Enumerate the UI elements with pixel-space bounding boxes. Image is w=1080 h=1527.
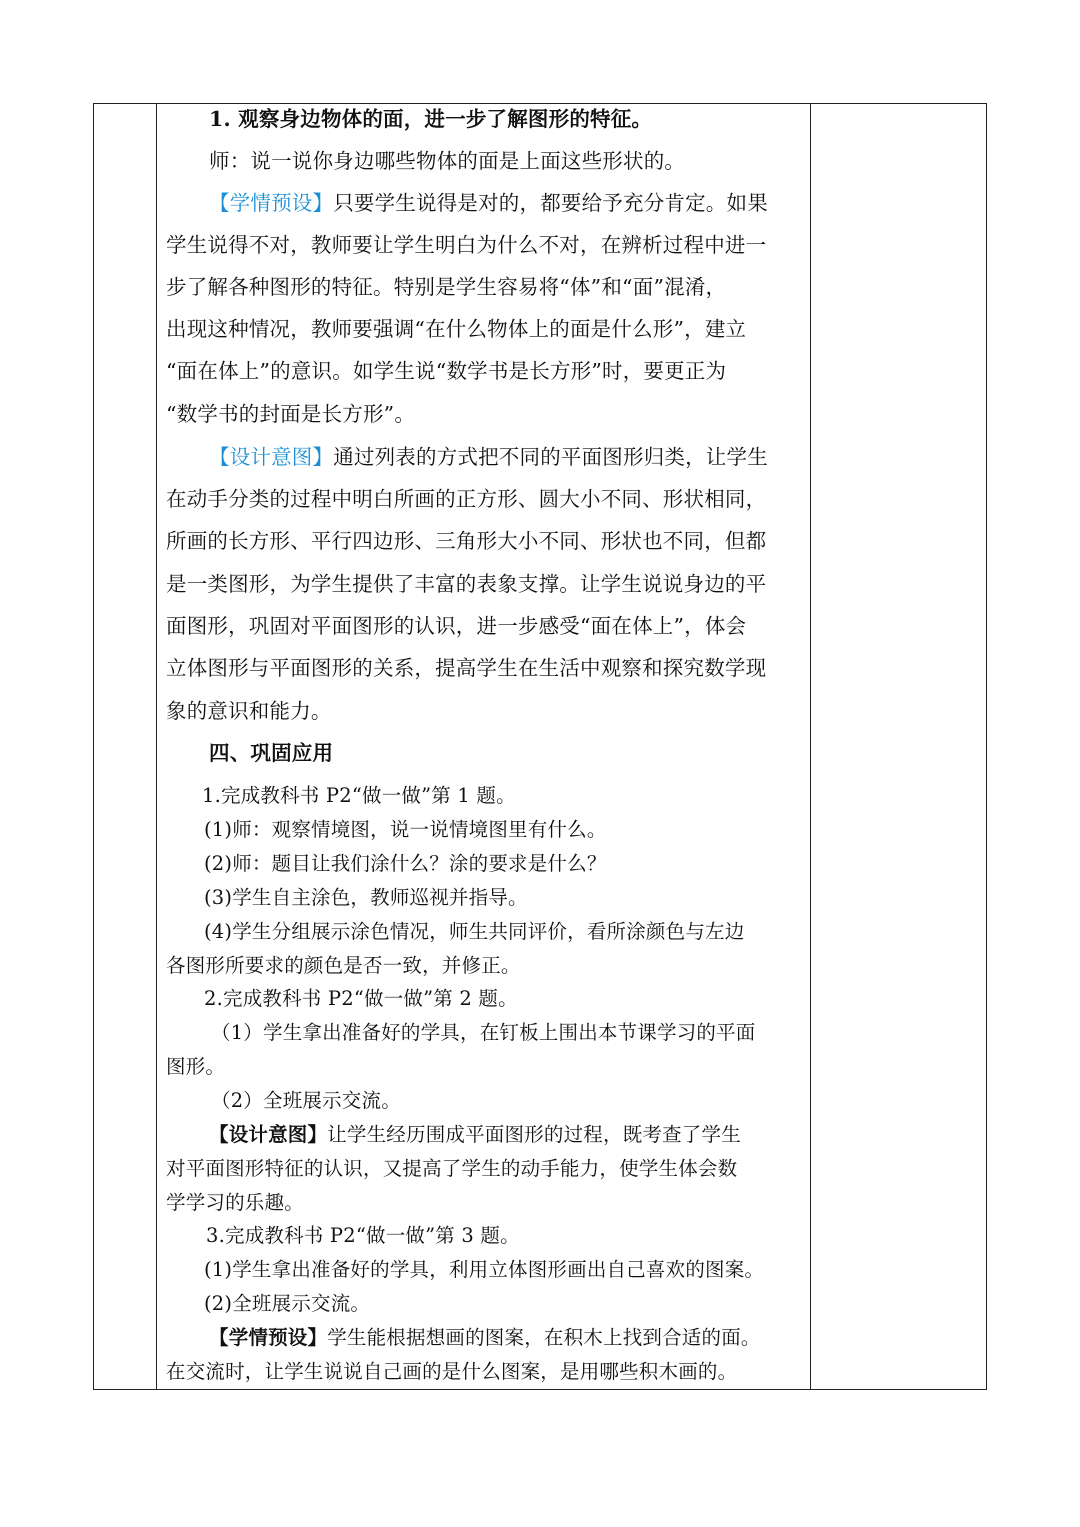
paragraph-line: (1)学生拿出准备好的学具，利用立体图形画出自己喜欢的图案。 — [204, 1258, 765, 1281]
paragraph-line: （1）学生拿出准备好的学具，在钉板上围出本节课学习的平面 — [211, 1021, 756, 1044]
paragraph-line: “面在体上”的意识。如学生说“数学书是长方形”时，要更正为 — [166, 359, 727, 383]
paragraph-line: 学生说得不对，教师要让学生明白为什么不对，在辨析过程中进一 — [166, 233, 767, 257]
paragraph-line: 图形。 — [166, 1055, 226, 1078]
paragraph-line: 师：说一说你身边哪些物体的面是上面这些形状的。 — [209, 149, 686, 173]
paragraph-line: （2）全班展示交流。 — [211, 1089, 401, 1112]
paragraph-line: 1.完成教科书 P2“做一做”第 1 题。 — [202, 784, 516, 807]
paragraph-line: 立体图形与平面图形的关系，提高学生在生活中观察和探究数学现 — [166, 656, 767, 680]
paragraph-line: 【设计意图】让学生经历围成平面图形的过程，既考查了学生 — [209, 1123, 741, 1146]
section-heading-consolidate: 四、巩固应用 — [209, 741, 334, 765]
tag-xueqing-yushe: 【学情预设】 — [209, 191, 334, 215]
paragraph-line: 是一类图形，为学生提供了丰富的表象支撑。让学生说说身边的平 — [166, 572, 767, 596]
paragraph-line: 所画的长方形、平行四边形、三角形大小不同、形状也不同，但都 — [166, 529, 767, 553]
paragraph-line: (3)学生自主涂色，教师巡视并指导。 — [204, 886, 528, 909]
lesson-table — [93, 103, 987, 1390]
paragraph-line: 【学情预设】学生能根据想画的图案，在积木上找到合适的面。 — [209, 1326, 761, 1349]
paragraph-line: 3.完成教科书 P2“做一做”第 3 题。 — [206, 1224, 520, 1247]
paragraph-line: 对平面图形特征的认识，又提高了学生的动手能力，使学生体会数 — [166, 1157, 738, 1180]
paragraph-line: 面图形，巩固对平面图形的认识，进一步感受“面在体上”，体会 — [166, 614, 747, 638]
paragraph-line: 象的意识和能力。 — [166, 699, 332, 723]
paragraph-line: (4)学生分组展示涂色情况，师生共同评价，看所涂颜色与左边 — [204, 920, 745, 943]
tag-sheji-yitu-2: 【设计意图】 — [209, 1123, 328, 1146]
column-divider-left — [156, 104, 157, 1389]
tag-sheji-yitu: 【设计意图】 — [209, 445, 334, 469]
paragraph-line: 步了解各种图形的特征。特别是学生容易将“体”和“面”混淆， — [166, 275, 727, 299]
paragraph-line: 在动手分类的过程中明白所画的正方形、圆大小不同、形状相同， — [166, 487, 767, 511]
paragraph-line: (1)师：观察情境图，说一说情境图里有什么。 — [204, 818, 607, 841]
paragraph-line: (2)全班展示交流。 — [204, 1292, 371, 1315]
paragraph-line: 2.完成教科书 P2“做一做”第 2 题。 — [204, 987, 518, 1010]
paragraph-line: 【设计意图】通过列表的方式把不同的平面图形归类，让学生 — [209, 445, 768, 469]
paragraph-line: 在交流时，让学生说说自己画的是什么图案，是用哪些积木画的。 — [166, 1360, 738, 1383]
paragraph-line: 学学习的乐趣。 — [166, 1191, 304, 1214]
paragraph-line: (2)师：题目让我们涂什么？涂的要求是什么？ — [204, 852, 607, 875]
paragraph-line: “数学书的封面是长方形”。 — [166, 402, 416, 426]
paragraph-line: 【学情预设】只要学生说得是对的，都要给予充分肯定。如果 — [209, 191, 768, 215]
column-divider-right — [810, 104, 811, 1389]
paragraph-line: 各图形所要求的颜色是否一致，并修正。 — [166, 954, 521, 977]
tag-xueqing-yushe-2: 【学情预设】 — [209, 1326, 328, 1349]
paragraph-line: 出现这种情况，教师要强调“在什么物体上的面是什么形”，建立 — [166, 317, 747, 341]
section-heading-observe: 1. 观察身边物体的面，进一步了解图形的特征。 — [209, 107, 653, 131]
